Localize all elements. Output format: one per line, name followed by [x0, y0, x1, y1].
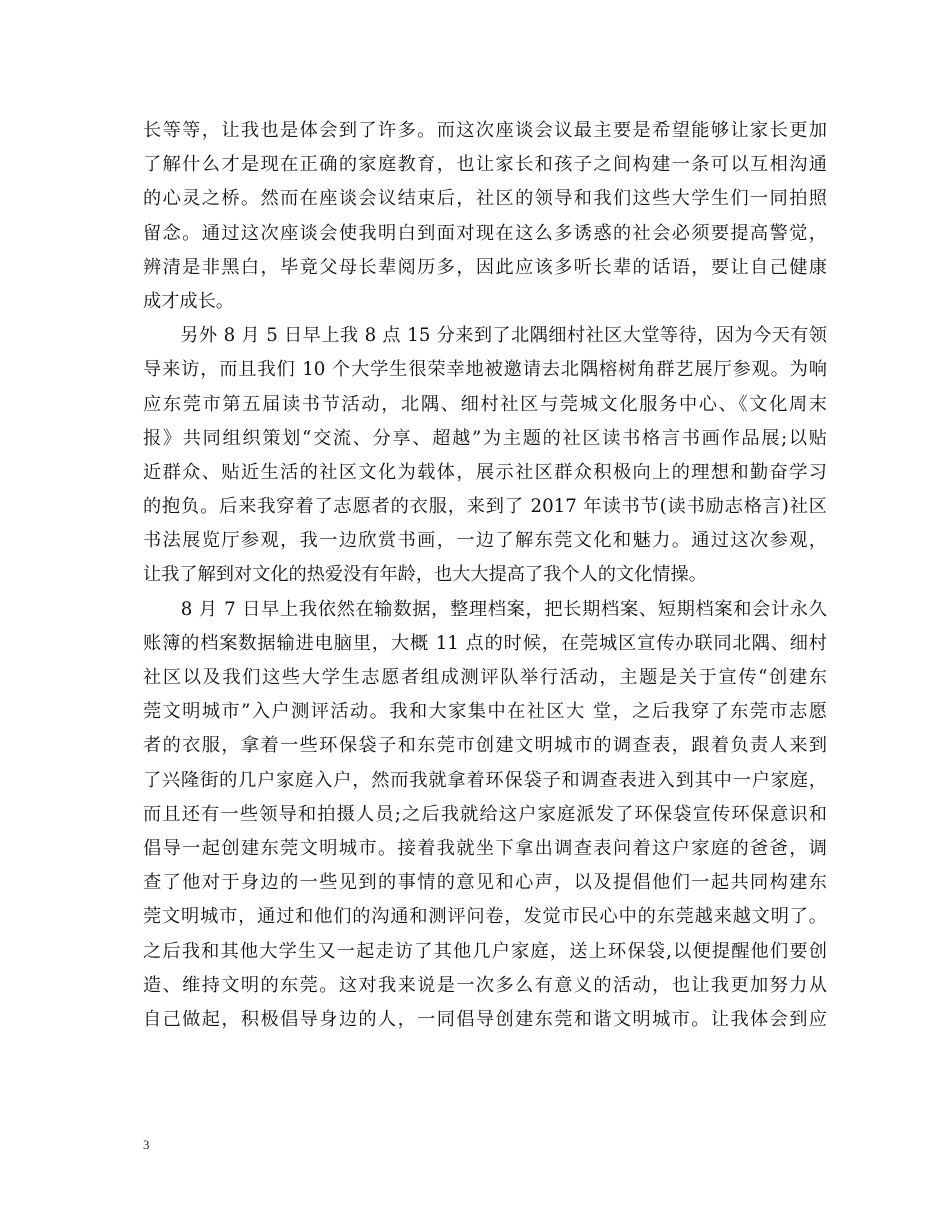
text-line: 书法展览厅参观，我一边欣赏书画，一边了解东莞文化和魅力。通过这次参观， [143, 530, 827, 552]
text-line: 莞文明城市”入户测评活动。我和大家集中在社区大 堂，之后我穿了东莞市志愿 [143, 701, 827, 723]
text-line: 而且还有一些领导和拍摄人员;之后我就给这户家庭派发了环保袋宣传环保意识和 [143, 803, 827, 825]
text-line: 的心灵之桥。然而在座谈会议结束后，社区的领导和我们这些大学生们一同拍照 [143, 188, 827, 210]
text-line: 让我了解到对文化的热爱没有年龄，也大大提高了我个人的文化情操。 [143, 564, 707, 586]
text-line: 自己做起，积极倡导身边的人，一同倡导创建东莞和谐文明城市。让我体会到应 [143, 1008, 827, 1030]
text-line: 长等等，让我也是体会到了许多。而这次座谈会议最主要是希望能够让家长更加 [143, 120, 827, 141]
text-line: 留念。通过这次座谈会使我明白到面对现在这么多诱惑的社会必须要提高警觉， [143, 222, 827, 244]
text-line: 导来访，而且我们 10 个大学生很荣幸地被邀请去北隅榕树角群艺展厅参观。为响 [143, 359, 827, 381]
text-line: 莞文明城市，通过和他们的沟通和测评问卷，发觉市民心中的东莞越来越文明了。 [143, 906, 827, 928]
text-line: 报》共同组织策划“交流、分享、超越”为主题的社区读书格言书画作品展;以贴 [143, 427, 827, 449]
body-text [143, 114, 827, 1037]
text-line: 造、维持文明的东莞。这对我来说是一次多么有意义的活动，也让我更加努力从 [143, 974, 827, 996]
text-line: 近群众、贴近生活的社区文化为载体，展示社区群众积极向上的理想和勤奋学习 [143, 461, 827, 483]
text-line: 8 月 7 日早上我依然在输数据，整理档案，把长期档案、短期档案和会计永久 [143, 598, 827, 620]
text-line: 了兴隆街的几户家庭入户，然而我就拿着环保袋子和调查表进入到其中一户家庭， [143, 769, 827, 791]
text-line: 倡导一起创建东莞文明城市。接着我就坐下拿出调查表问着这户家庭的爸爸，调 [143, 837, 827, 859]
text-line: 的抱负。后来我穿着了志愿者的衣服，来到了 2017 年读书节(读书励志格言)社区 [143, 496, 827, 518]
text-line: 账簿的档案数据输进电脑里，大概 11 点的时候，在莞城区宣传办联同北隅、细村 [143, 632, 827, 654]
text-line: 成才成长。 [143, 290, 234, 312]
text-line: 者的衣服，拿着一些环保袋子和东莞市创建文明城市的调查表，跟着负责人来到 [143, 735, 827, 757]
text-line: 另外 8 月 5 日早上我 8 点 15 分来到了北隅细村社区大堂等待，因为今天有领 [143, 325, 827, 347]
text-line: 应东莞市第五届读书节活动，北隅、细村社区与莞城文化服务中心、《文化周末 [143, 393, 827, 415]
text-line: 辨清是非黑白，毕竟父母长辈阅历多，因此应该多听长辈的话语，要让自己健康 [143, 256, 827, 278]
text-line: 之后我和其他大学生又一起走访了其他几户家庭，送上环保袋,以便提醒他们要创 [143, 940, 827, 962]
text-line: 了解什么才是现在正确的家庭教育，也让家长和孩子之间构建一条可以互相沟通 [143, 154, 827, 176]
page-number: 3 [143, 1137, 150, 1152]
text-line: 社区以及我们这些大学生志愿者组成测评队举行活动，主题是关于宣传“创建东 [143, 667, 827, 688]
text-line: 查了他对于身边的一些见到的事情的意见和心声，以及提倡他们一起共同构建东 [143, 872, 827, 894]
